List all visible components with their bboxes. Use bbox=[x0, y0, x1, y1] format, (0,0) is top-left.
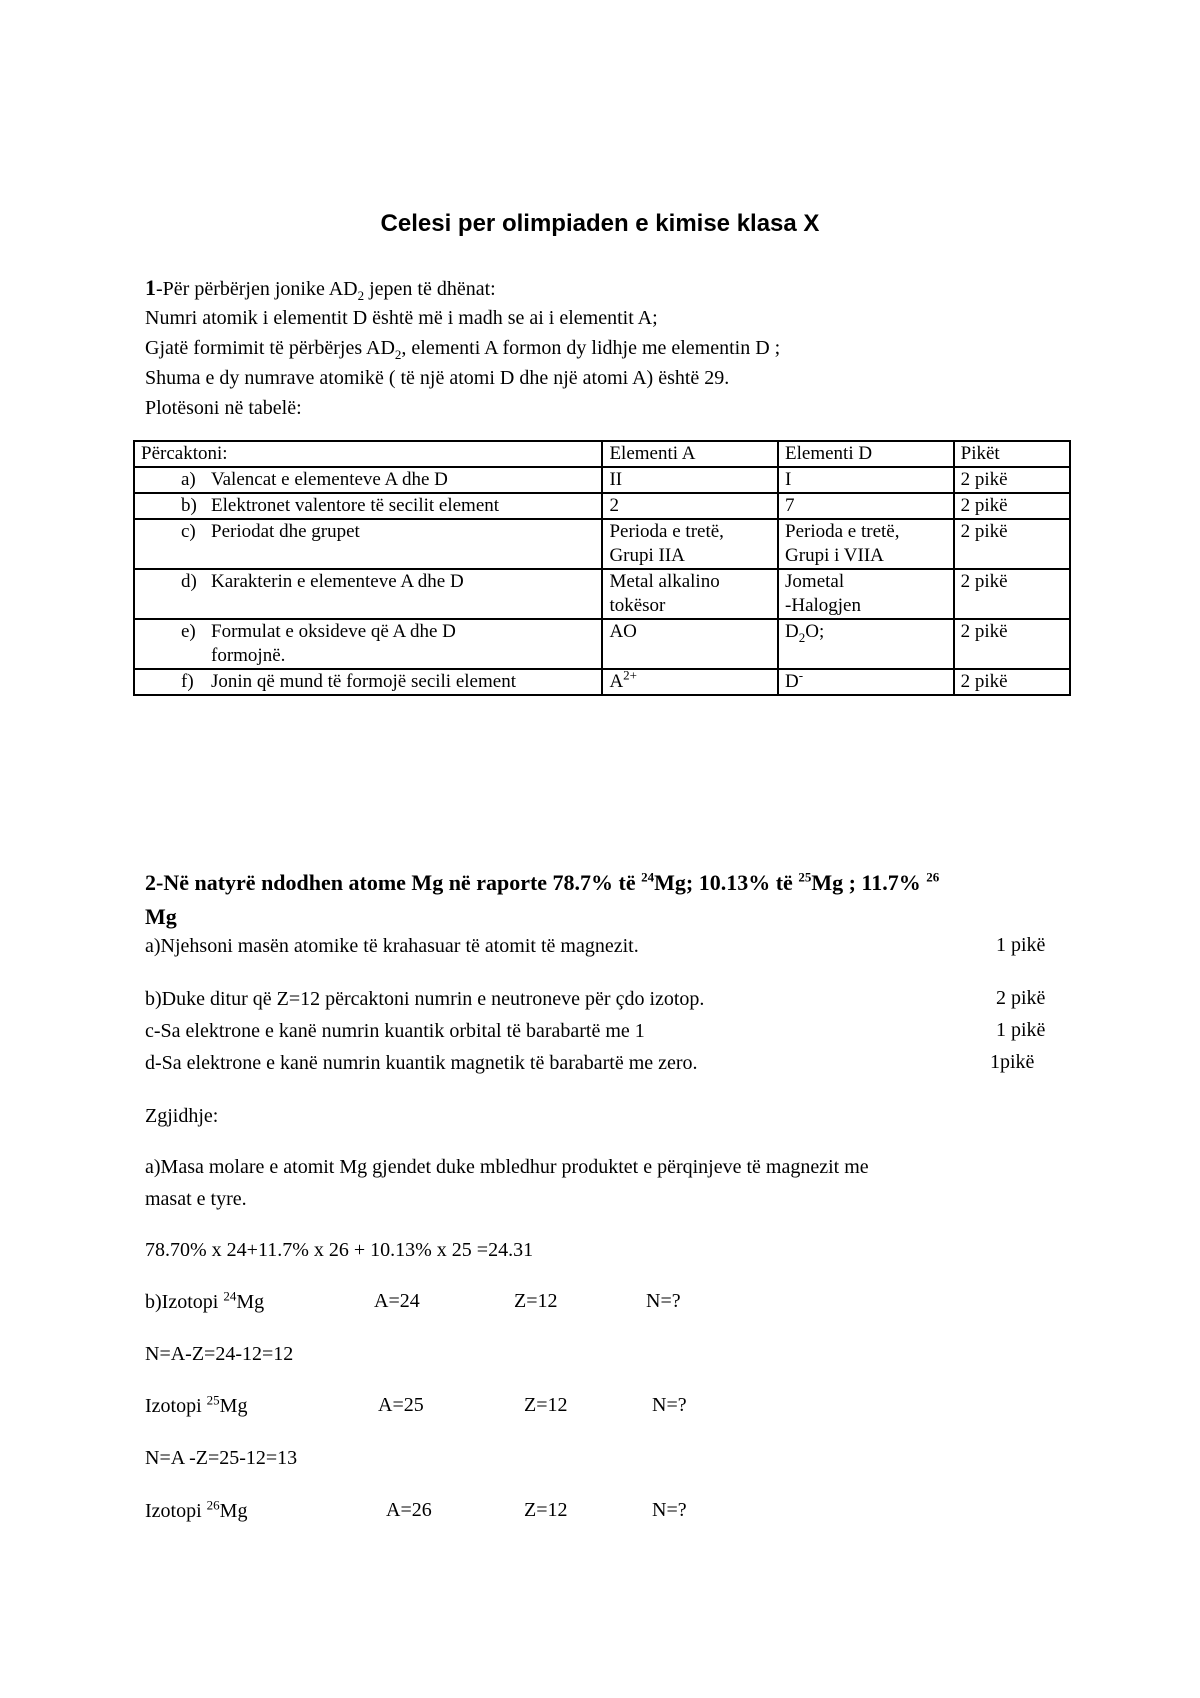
table-cell: c) Periodat dhe grupet bbox=[134, 519, 602, 569]
q1-line-4: Plotësoni në tabelë: bbox=[145, 397, 302, 419]
table-cell: 2 pikë bbox=[954, 519, 1070, 569]
isotope-24: b)Izotopi $^{24}$Mg bbox=[145, 1288, 265, 1313]
q2-question-c: c-Sa elektrone e kanë numrin kuantik orbital të barabartë me 1 bbox=[145, 1020, 645, 1042]
table-row bbox=[134, 569, 1070, 619]
isotope-26: Izotopi $^{26}$Mg bbox=[145, 1497, 248, 1522]
isotope-24-N: N=? bbox=[646, 1290, 681, 1312]
table-header-row bbox=[134, 441, 1070, 467]
q2-points-a: 1 pikë bbox=[996, 934, 1046, 956]
answer-table bbox=[133, 440, 1071, 696]
isotope-25-A: A=25 bbox=[378, 1394, 424, 1416]
isotope-25-Z: Z=12 bbox=[524, 1394, 568, 1416]
table-cell: 7 bbox=[778, 493, 954, 519]
q1-intro: 1-Për përbërjen jonike $AD_2$ jepen të dhënat: bbox=[145, 275, 496, 303]
table-cell: 2 bbox=[602, 493, 778, 519]
q2-points-b: 2 pikë bbox=[996, 987, 1046, 1009]
table-cell: II bbox=[602, 467, 778, 493]
solution-a-line-2: masat e tyre. bbox=[145, 1188, 247, 1210]
table-header: Elementi D bbox=[778, 441, 954, 467]
q1-line-2: Gjatë formimit të përbërjes $AD_2$, elementi A formon dy lidhje me elementin D ; bbox=[145, 337, 781, 362]
table-cell: 2 pikë bbox=[954, 569, 1070, 619]
q2-question-d: d-Sa elektrone e kanë numrin kuantik magnetik të barabartë me zero. bbox=[145, 1052, 698, 1074]
table-cell: a) Valencat e elementeve A dhe D bbox=[134, 467, 602, 493]
table-cell: d) Karakterin e elementeve A dhe D bbox=[134, 569, 602, 619]
isotope-25-calc: N=A -Z=25-12=13 bbox=[145, 1447, 298, 1469]
isotope-24-A: A=24 bbox=[374, 1290, 420, 1312]
table-cell: Perioda e tretë, Grupi IIA bbox=[602, 519, 778, 569]
table-cell: f) Jonin që mund të formojë secili element bbox=[134, 669, 602, 695]
table-cell: 2 pikë bbox=[954, 619, 1070, 669]
q2-points-d: 1pikë bbox=[990, 1051, 1035, 1073]
table-cell: I bbox=[778, 467, 954, 493]
solution-heading: Zgjidhje: bbox=[145, 1105, 219, 1127]
isotope-25: Izotopi $^{25}$Mg bbox=[145, 1392, 248, 1417]
solution-calculation: 78.70% x 24+11.7% x 26 + 10.13% x 25 =24.31 bbox=[145, 1239, 534, 1261]
q1-line-3: Shuma e dy numrave atomikë ( të një atomi D dhe një atomi A) është 29. bbox=[145, 367, 730, 389]
table-cell: 2 pikë bbox=[954, 493, 1070, 519]
table-row bbox=[134, 669, 1070, 695]
table-cell: e) Formulat e oksideve që A dhe D formojnë. bbox=[134, 619, 602, 669]
table-cell: AO bbox=[602, 619, 778, 669]
table-cell: $D_2O$; bbox=[778, 619, 954, 669]
q2-title: 2-Në natyrë ndodhen atome Mg në raporte 78.7% të $^{24}$Mg; 10.13% të $^{25}$Mg ; 11.7% $^{26}$ Mg bbox=[145, 869, 940, 929]
isotope-24-calc: N=A-Z=24-12=12 bbox=[145, 1343, 294, 1365]
isotope-26-A: A=26 bbox=[386, 1499, 432, 1521]
q2-points-c: 1 pikë bbox=[996, 1019, 1046, 1041]
table-header: Përcaktoni: bbox=[134, 441, 602, 467]
isotope-26-N: N=? bbox=[652, 1499, 687, 1521]
table-cell: 2 pikë bbox=[954, 467, 1070, 493]
table-cell: 2 pikë bbox=[954, 669, 1070, 695]
q1-line-1: Numri atomik i elementit D është më i madh se ai i elementit A; bbox=[145, 307, 658, 329]
table-cell: Perioda e tretë, Grupi i VIIA bbox=[778, 519, 954, 569]
q1-number: 1 bbox=[145, 275, 156, 300]
table-row bbox=[134, 493, 1070, 519]
table-header: Pikët bbox=[954, 441, 1070, 467]
table-row bbox=[134, 467, 1070, 493]
table-cell: D- bbox=[778, 669, 954, 695]
table-row bbox=[134, 619, 1070, 669]
solution-a-line-1: a)Masa molare e atomit Mg gjendet duke mbledhur produktet e përqinjeve të magnezit me bbox=[145, 1156, 869, 1178]
table-cell: Metal alkalino tokësor bbox=[602, 569, 778, 619]
q2-question-a: a)Njehsoni masën atomike të krahasuar të atomit të magnezit. bbox=[145, 935, 639, 957]
table-row bbox=[134, 519, 1070, 569]
isotope-25-N: N=? bbox=[652, 1394, 687, 1416]
isotope-26-Z: Z=12 bbox=[524, 1499, 568, 1521]
table-cell: Jometal -Halogjen bbox=[778, 569, 954, 619]
table-cell: $A^{2+}$ bbox=[602, 669, 778, 695]
table-cell: b)Elektronet valentore të secilit element bbox=[134, 493, 602, 519]
document-title: Celesi per olimpiaden e kimise klasa X bbox=[380, 210, 820, 237]
q2-question-b: b)Duke ditur që Z=12 përcaktoni numrin e neutroneve për çdo izotop. bbox=[145, 988, 705, 1010]
table-header: Elementi A bbox=[602, 441, 778, 467]
isotope-24-Z: Z=12 bbox=[514, 1290, 558, 1312]
